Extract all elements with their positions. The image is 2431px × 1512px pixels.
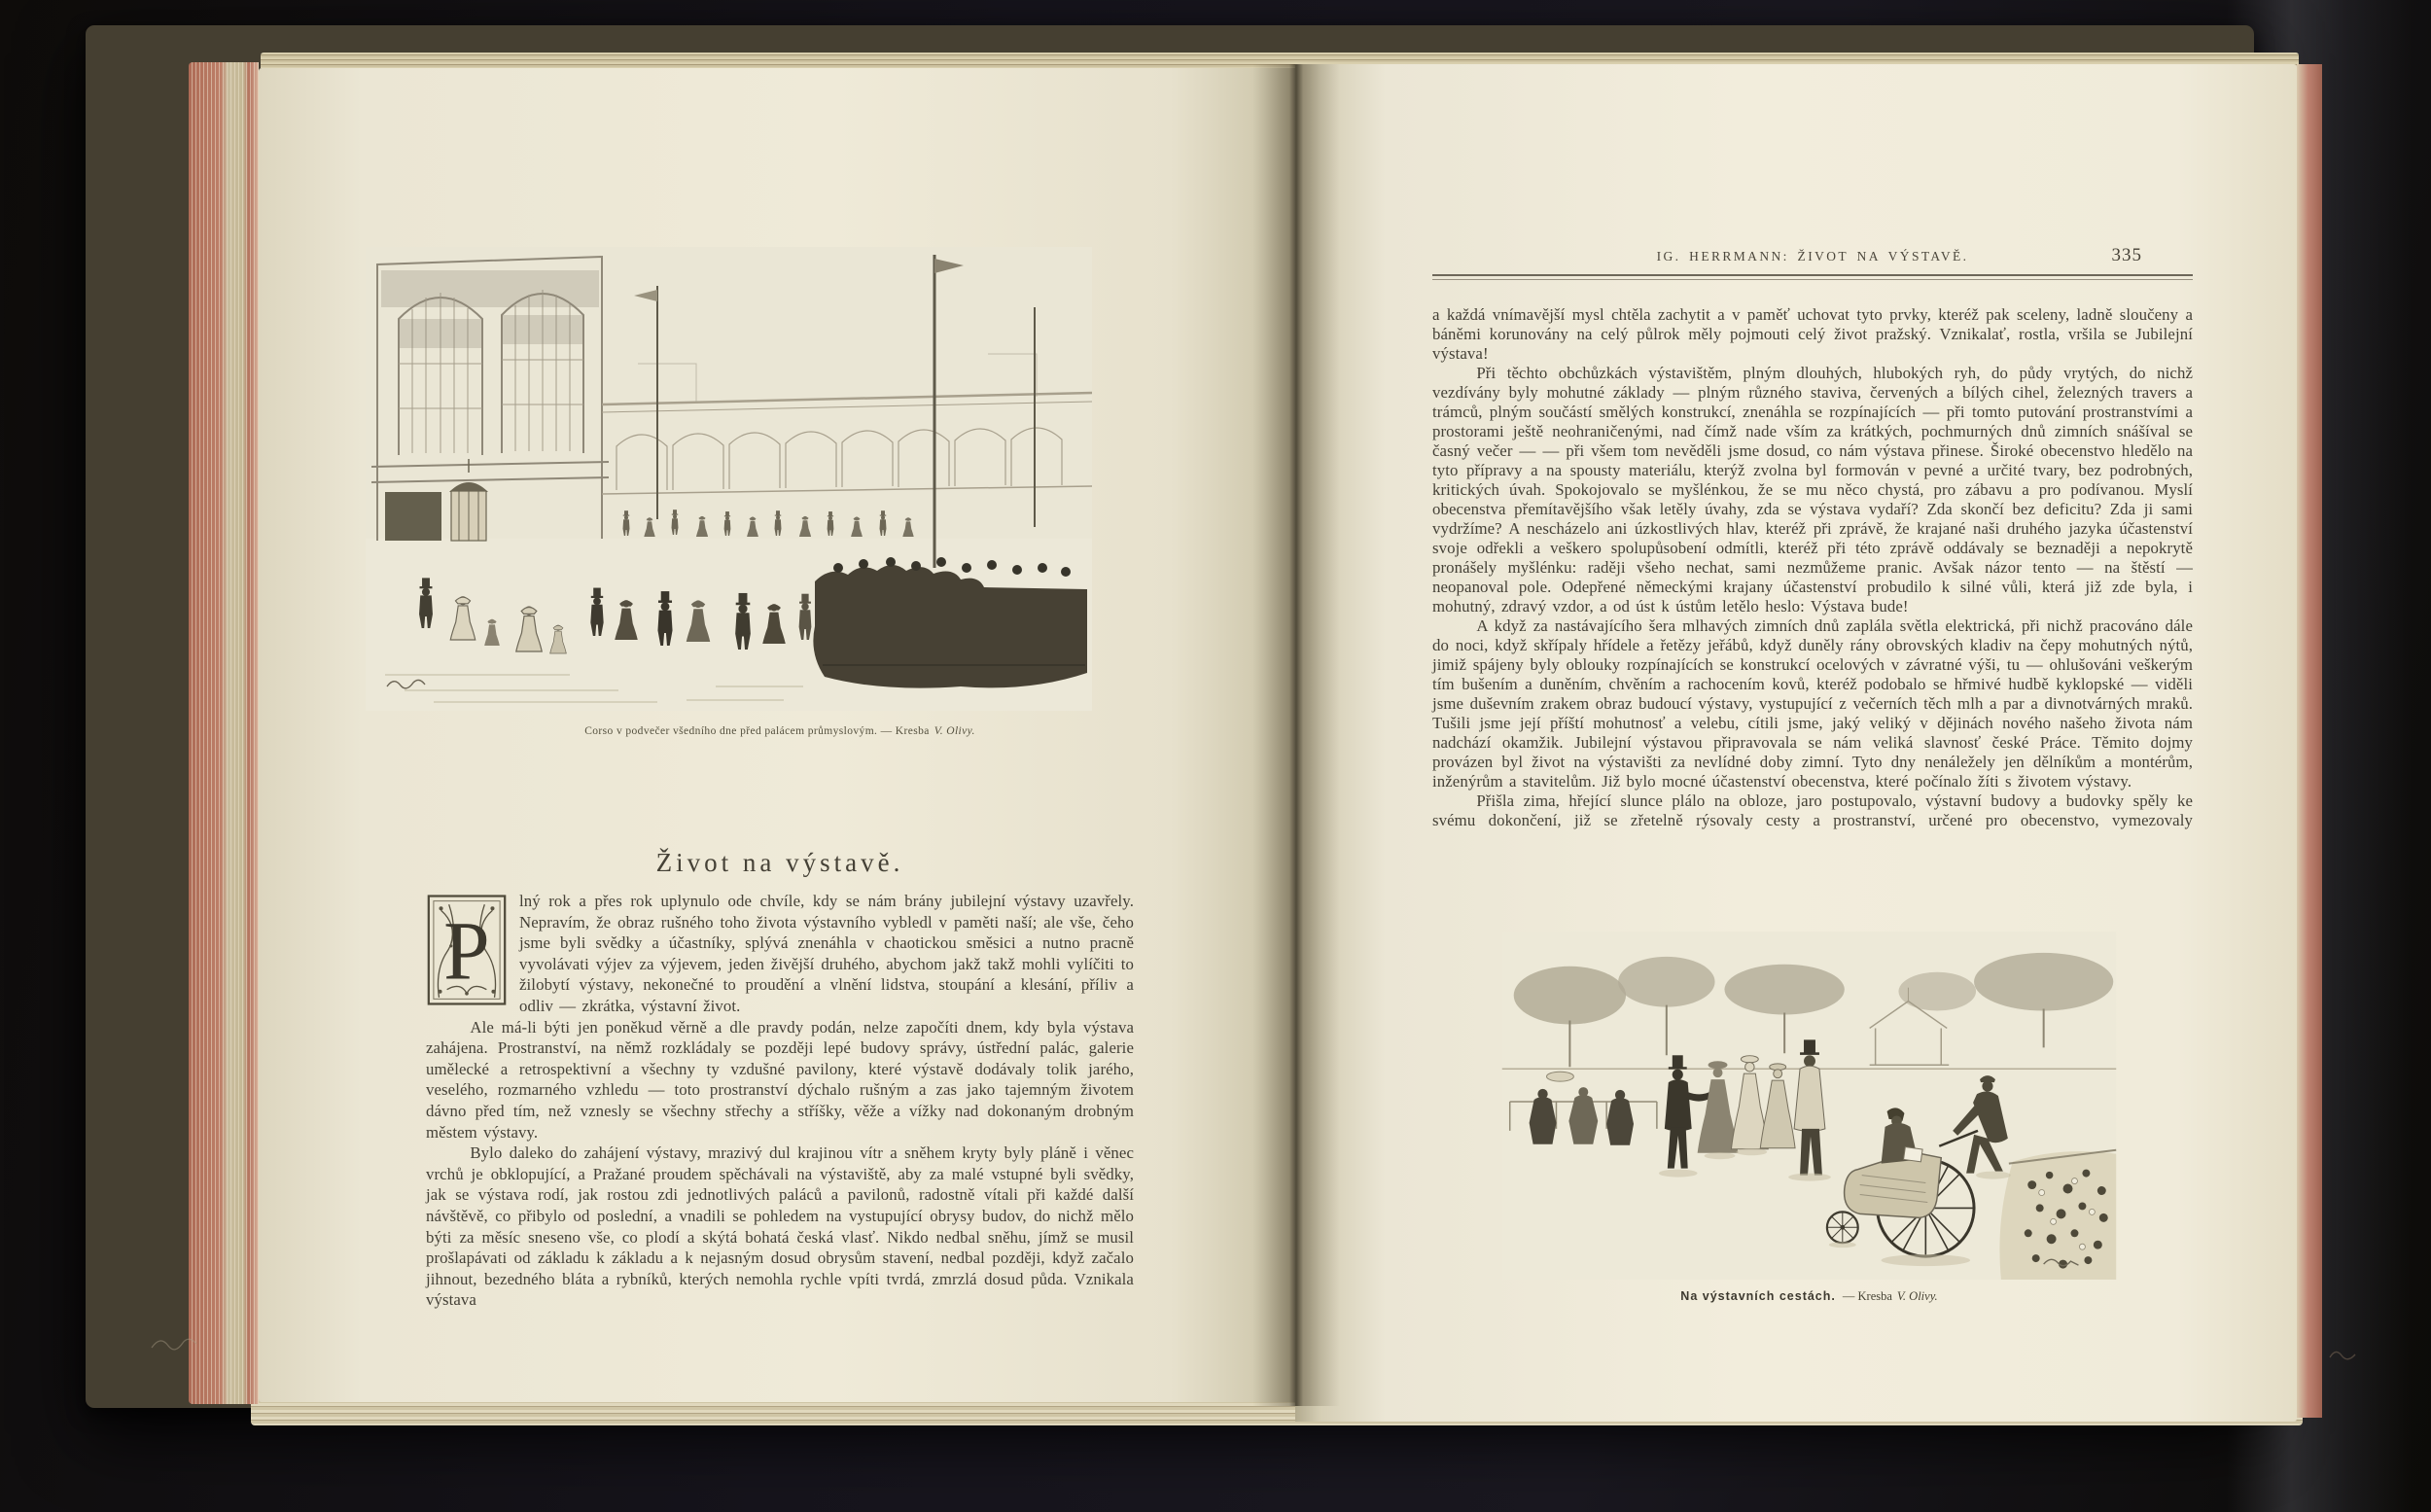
body-paragraph: a každá vnímavější mysl chtěla zachytit a v paměť uchovat tyto prvky, kteréž pak sceleny, ladně sloučeny a báněmi korunovány na celý půlrok měly pojmouti celý život pražský. Vznikalať, rostla, vršila se Jubilejní výstava! bbox=[1432, 305, 2193, 363]
body-paragraph: Bylo daleko do zahájení výstavy, mrazivý dul krajinou vítr a sněhem kryty byly pláně i věnec vrchů je obklopující, a Pražané proudem spěchávali na výstaviště, aby za malé vstupné byli svědky, jak se výstava rodí, jak rostou zdi jednotlivých paláců a pavilonů, radostně vítali při každé další návštěvě, co přibylo od poslední, a vnadili se pohledem na vystupující obrysy budov, do nichž mělo býti za měsíc sneseno vše, co plodí a skýtá bohatá česká vlasť. Nikdo nedbal sněhu, jímž se musil prošlapávati od základu k základu a k nejasným dosud obrysům stavení, nedbal později, když začalo jihnout, bezedného bláta a rybníků, kterých nemohla rychle vpíti tvrdá, zmrzlá dosud půda. Vznikala výstava bbox=[426, 1143, 1134, 1310]
running-header bbox=[1432, 245, 2193, 270]
right-fore-edge bbox=[2297, 64, 2322, 1418]
body-paragraph: Ale má-li býti jen poněkud věrně a dle pravdy podán, nelze započíti dnem, kdy byla výstava zahájena. Prostranství, na němž rozkládaly se později lepé budovy správy, ústřední palác, galerie umělecké a retrospektivní a všechny ty vzdušné pavilony, které výstavě dodávaly tolik jarého, veselého, rozmarného vzhledu — toto prostranství dýchalo rušným a zas jako tajemným životem dávno před tím, než vznesly se všechny střechy a stříšky, věže a vížky nad dokonaným drobným městem výstavy. bbox=[426, 1017, 1134, 1142]
left-fore-edge bbox=[189, 62, 259, 1404]
open-book bbox=[86, 25, 2254, 1408]
right-text-column bbox=[1432, 305, 2193, 830]
caption-credit: — Kresba bbox=[1842, 1289, 1892, 1303]
caption-text: Corso v podvečer všedního dne před palácem průmyslovým. — Kresba bbox=[584, 725, 930, 737]
body-paragraph: Při těchto obchůzkách výstavištěm, plným dlouhých, hlubokých ryh, do půdy vrytých, do nichž vezdívány byly mohutné základy — plným různého staviva, červených a bílých cihel, železných travers a trámců, plným součástí smělých konstrukcí, znenáhla se rozpínajících — při tomto putování prostranstvími a prostorami ještě neohraničenými, nad čímž nade vším za krátkých, pochmurných dnů zimních snášíval se časný večer — — při všem tom nevěděli jsme dosud, co nám výstava přinese. Široké obecenstvo hledělo na tyto přípravy a na spousty materiálu, kterýž zvolna byl formován v pevné a určité tvary, bez podrobných, kritických úvah. Spokojovalo se myšlénkou, že se mu něco chystá, pro zábavu a pro podívanou. Myslí obecenstva přemítavějšího však letěly úvahy, zda se výstava vydaří? Zda skončí bez deficitu? Zda ji sami vydržíme? A nescházelo ani úzkostlivých hlav, kteréž při zprávě, že krajané naši druhého jazyka účastenství svoje odřekli a veškero spolupůsobení odmítli, kteréž při této zprávě oddávaly se beznaději a nepokrytě pronášely myšlénku: raději všeho nechat, sami nezmůžeme pranic. Avšak názor tento — na štěstí — neopanoval pole. Odepřené německými krajany účastenství probudilo k silné vůli, která již zde byla, i mohutný, zdravý vzdor, a od úst k ústům letělo heslo: Výstava bude! bbox=[1432, 364, 2193, 615]
exhibition-paths-illustration bbox=[1500, 932, 2118, 1280]
body-paragraph bbox=[426, 891, 1134, 1017]
right-page bbox=[1295, 64, 2297, 1422]
body-paragraph: Přišla zima, hřející slunce plálo na obloze, jaro postupovalo, výstavní budovy a budovky spěly ke svému dokončení, již se zřetelně rýsovaly cesty a prostranství, určené pro obecenstvo, vymezovaly bbox=[1432, 791, 2193, 829]
left-text-column bbox=[426, 891, 1134, 1311]
pencil-mark bbox=[144, 1320, 206, 1361]
section-title: Život na výstavě. bbox=[655, 848, 904, 878]
body-paragraph: A když za nastávajícího šera mlhavých zimních dnů zaplála světla elektrická, při nichž pracováno dále do noci, když skřípaly hřídele a řetězy jeřábů, když duněly rány obrovských kladiv na čepy mohutných nýtů, jimiž spájeny byly oblouky rozpínajících se konstrukcí ocelových v závratné výši, tu — ohlušováni veškerým tím bušením a duněním, chvěním a rachocením kovů, kteréž podobalo se hřmivé hudbě kyklopské — viděli jsme duševním zrakem obraz budoucí výstavy, vystupující z večerních těch mlh a par a divnotvárných mraků. Tušili jsme její příští mohutnosť a velebu, cítili jsme, jaký veliký v dějinách nového našeho života nám nadchází okamžik. Jubilejní výstavou připravovala se nám veliká slavnosť české Práce. Těmito dojmy provázen byl život na výstavišti za nevlídné doby zimní. Tyto dny nenáležely jen dělníkům a montérům, inženýrům a stavitelům. Již bylo mocné účastenství obecenstva, které počínalo žíti s životem výstavy. bbox=[1432, 616, 2193, 791]
caption-title: Na výstavních cestách. bbox=[1680, 1289, 1836, 1303]
edge-mark bbox=[2322, 1336, 2365, 1369]
header-rule bbox=[1432, 274, 2193, 280]
drop-cap-letter: P bbox=[443, 905, 490, 998]
caption-artist: V. Olivy. bbox=[934, 725, 975, 737]
caption-artist: V. Olivy. bbox=[1896, 1289, 1938, 1303]
illustration-caption bbox=[1500, 1287, 2118, 1305]
left-page bbox=[259, 68, 1295, 1402]
illustration-caption bbox=[426, 725, 1134, 737]
running-title: IG. HERRMANN: ŽIVOT NA VÝSTAVĚ. bbox=[1656, 249, 1969, 264]
drop-cap-initial bbox=[426, 895, 508, 1005]
page-number: 335 bbox=[2111, 245, 2142, 265]
paragraph-text: lný rok a přes rok uplynulo ode chvíle, kdy se nám brány jubilejní výstavy uzavřely. Nepravím, že obraz rušného toho života výstavního vybledl v paměti naší; ale vše, čeho jsme byli svědky a účastníky, splývá znenáhla v chaotickou směsici a nutno pracně vyvolávati výjev za výjevem, jeden živější druhého, abychom jakž takž mohli vylíčiti to žilobytí výstavy, nekonečné to proudění a vlnění lidstva, stoupání a klesání, příliv a odliv — zkrátka, výstavní život. bbox=[519, 892, 1134, 1015]
ornamental-initial-icon bbox=[426, 895, 508, 1005]
corso-illustration bbox=[366, 247, 1092, 711]
flower-bed bbox=[1999, 1150, 2116, 1280]
